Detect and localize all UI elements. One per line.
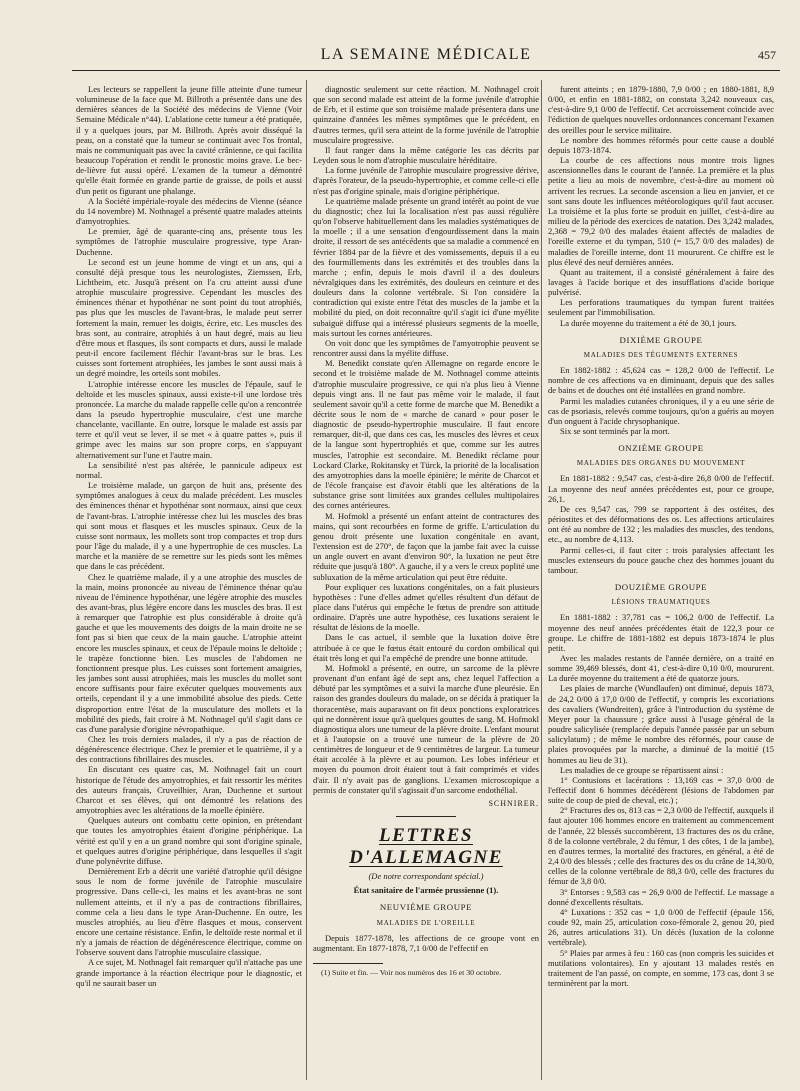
paragraph: Le premier, âgé de quarante-cinq ans, présente tous les symptômes de l'atrophie musculaire progressive, type Aran-Duchenne. (76, 226, 302, 257)
paragraph: L'atrophie intéresse encore les muscles de l'épaule, sauf le deltoïde et les muscles spinaux, aussi existe-t-il une lordose très prononcée. La marche du malade rappelle celle qu'on a rencontrée dans la pseudo hypertrophie musculaire, c'est une marche chancelante, vacillante. En outre, lorsque le malade est assis par terre et qu'il veut se lever, il se met « à quatre pattes », puis il grimpe avec les mains sur son propre corps, en s'appuyant alternativement sur l'une et l'autre main. (76, 378, 302, 460)
paragraph: Dans le cas actuel, il semble que la luxation doive être attribuée à ce que le fœtus était entouré du cordon ombilical qui était très long et qui l'a empêché de prendre une bonne attitude. (313, 632, 539, 663)
paragraph: La courbe de ces affections nous montre trois lignes ascensionnelles dans le courant de l'année. La première et la plus petite a lieu au mois de novembre, c'est-à-dire au moment où arrivent les recrues. La seconde ascension a lieu en janvier, et ce sont sans doute les influences météorologiques qu'il faut accuser. La troisième et la plus forte se produit en juillet, c'est-à-dire au milieu de la période des exercices de natation. Des 3,242 malades, 2,368 = 79,2 0/0 des malades étaient affectés de maladies de l'oreille externe et du tympan, 510 (= 15,7 0/0 des malades) de maladies de l'oreille interne, dont 11 moururent. Ce chiffre est le plus élevé des neuf dernières années. (548, 155, 774, 267)
paragraph: La sensibilité n'est pas altérée, le pannicule adipeux est normal. (76, 459, 302, 480)
group-subheading: MALADIES DE L'OREILLE (376, 918, 476, 927)
paragraph: Les lecteurs se rappellent la jeune fille atteinte d'une tumeur volumineuse de la face que M. Billroth a présentée dans une des dernières séances de la Société des médecins de Vienne (Voir Semaine Médicale n°44). L'ablatione cette tumeur a été pratiquée, il y a quelques jours, par M. Billroth. Après avoir disséqué la peau, on a constaté que la tumeur se continuait avec l'os frontal, mais ne communiquait pas avec la cavité crânienne, ce qui facilita beaucoup l'opération et rendit le pronostic moins grave. Le bec-de-lièvre fut aussi opéré. L'examen de la tumeur a démontré qu'elle était formée en grande partie de graisse, de poils et aussi d'un petit os figurant une phalange. (76, 84, 302, 196)
group-subheading: MALADIES DES TÉGUMENTS EXTERNES (583, 350, 739, 359)
column-1 (76, 84, 302, 1080)
paragraph: Le troisième malade, un garçon de huit ans, présente des symptômes analogues à ceux du malade précédent. Les muscles des éminences thénar et hypothénar sont normaux, ainsi que ceux de l'avant-bras. L'atrophie intéresse chez lui les muscles des bras qui sont mous et flasques et les muscles spinaux. Ceux de la cuisse sont normaux, les mollets sont trop compactes et trop durs pour l'âge du malade, il y a une hypertrophie de ces muscles. La marche et la manière de se remettre sur les pieds sont les mêmes que dans le cas précédent. (76, 480, 302, 572)
paragraph: diagnostic seulement sur cette réaction. M. Nothnagel croit que son second malade est atteint de la forme juvénile d'atrophie de Erb, et il estime que son troisième malade présentera dans une quinzaine d'années les mêmes symptômes que le précédent, en d'autres termes, qu'il sera atteint de la forme juvénile de l'atrophie musculaire progressive. (313, 84, 539, 145)
author-signature: SCHNIRER. (488, 798, 539, 808)
paragraph: En discutant ces quatre cas, M. Nothnagel fait un court historique de l'étude des amyotrophies, et fait ressortir les mérites des auteurs français, Cruveilhier, Aran, Duchenne et surtout Charcot et ses élèves, qui ont démontré les relations des amyotrophies avec les altérations de la moelle épinière. (76, 764, 302, 816)
paragraph: De ces 9,547 cas, 799 se rapportent à des ostéites, des périostites et des déformations des os. Les affections articulaires ont été au nombre de 132 ; les maladies des muscles, des tendons, etc., au nombre de 4,113. (548, 503, 774, 545)
paragraph: Avec les malades restants de l'année dernière, on a traité en somme 39,469 blessés, dont 41, c'est-à-dire 0,10 0/0, moururent. La durée moyenne du traitement a été de quatorze jours. (548, 652, 774, 684)
running-header (72, 44, 780, 71)
group-heading: DOUZIÈME GROUPE (614, 582, 708, 593)
paragraph: 2° Fractures des os, 813 cas = 2,3 0/00 de l'effectif, auxquels il faut ajouter 106 hommes encore en traitement au commencement de l'année, 22 blessés succombèrent, 13 fractures des os du crâne, 8 de la colonne vertébrale, 2 du fémur, 1 des côtes, 1 de la jambe), en d'autres termes, la mortalité des fractures, en général, a été de 2,4 0/0 des blessés ; celle des fractures des os du crâne de 14,30/0, celles de la colonne vertébrale de 88,3 0/0, celle des fractures du fémur de 3,8 0/0. (548, 805, 774, 887)
paragraph: Parmi celles-ci, il faut citer : trois paralysies affectant les muscles extenseurs du pouce gauche chez des hommes jouant du tambour. (548, 544, 774, 575)
article-heading: État sanitaire de l'armée prussienne (1). (353, 885, 499, 896)
paragraph: M. Benedikt constate qu'en Allemagne on regarde encore le second et le troisième malade de M. Nothnagel comme atteints d'atrophie musculaire progressive, ce qui n'a plus lieu à Vienne depuis vingt ans. Il ne faut pas même voir le malade, il faut seulement savoir qu'il a cette forme de marche que M. Benedikt a décrite sous le nom de « marche de canard » pour poser le diagnostic de pseudo-hypertrophie musculaire. Il faut encore remarquer, dit-il, que dans ces cas, les muscles des lèvres et ceux de la langue sont hypertrophiés et que, comme sur les autres muscles, l'atrophie est secondaire. M. Benedikt réclame pour Lockard Clarke, Rokitansky et Türck, la priorité de la localisation des amyotrophies dans la moelle épinière; le mérite de Charcot et de l'école française est d'avoir établi que les altérations de la substance grise sont limitées aux grandes cellules multipolaires des cornes antérieures. (313, 358, 539, 511)
paragraph: La durée moyenne du traitement a été de 30,1 jours. (560, 317, 737, 328)
paragraph: Chez le quatrième malade, il y a une atrophie des muscles de la main, moins prononcée au niveau de l'éminence thénar qu'au niveau de l'éminence hypothénar, une légère atrophie des muscles des avant-bras, plus légère encore dans les muscles des bras. Il est à remarquer que l'atrophie est plus considérable à droite qu'à gauche et que les mouvements des doigts de la main droite ne se font pas si bien que ceux de la main gauche. L'atrophie atteint encore les muscles spinaux, et ceux de l'épaule moins le deltoïde ; le trapèze fonctionne bien. Les muscles de l'abdomen ne fonctionnent presque plus. Les cuisses sont fortement amaigries, les jambes sont aussi atrophiées, mais les muscles du mollet sont encore suffisants pour faire exécuter quelques mouvements aux orteils, cependant il y a une immobilité absolue des pieds. Cette disproportion entre l'état de la musculature des mollets et la mobilité des pieds, fait croire à M. Nothnagel qu'il s'agit dans ce cas d'une paralysie d'origine névropathique. (76, 571, 302, 734)
paragraph: Les maladies de ce groupe se répartissent ainsi : (560, 764, 724, 775)
section-subtitle: (De notre correspondant spécial.) (368, 871, 484, 882)
paragraph: Depuis 1877-1878, les affections de ce groupe vont en augmentant. En 1877-1878, 7,1 0/00 de l'effectif en (313, 932, 539, 953)
paragraph: On voit donc que les symptômes de l'amyotrophie peuvent se rencontrer aussi dans la myélite diffuse. (313, 337, 539, 359)
paragraph: Quelques auteurs ont combattu cette opinion, en prétendant que toutes les amyotrophies étaient d'origine périphérique. La vérité est qu'il y en a un grand nombre qui sont d'origine spinale, et quelques autres d'origine périphérique, dans lesquelles il s'agit d'une polynévrite diffuse. (76, 815, 302, 866)
paragraph: Les perforations traumatiques du tympan furent traitées seulement par l'immobilisation. (548, 297, 774, 318)
paragraph: Six se sont terminés par la mort. (560, 426, 670, 436)
paragraph: furent atteints ; en 1879-1880, 7,9 0/00 ; en 1880-1881, 8,9 0/00, et enfin en 1881-1882, on constata 3,242 nouveaux cas, c'est-à-dire 9,1 0/00 de l'effectif. Cet accroissement coïncide avec l'édiction de quelques nouvelles ordonnances concernant l'examen des oreilles pour le service militaire. (548, 84, 774, 135)
group-heading: NEUVIÈME GROUPE (379, 902, 473, 913)
group-subheading: MALADIES DES ORGANES DU MOUVEMENT (576, 459, 746, 468)
page-number: 457 (758, 48, 776, 62)
section-title: LETTRES D'ALLEMAGNE (349, 825, 503, 869)
group-heading: DIXIÈME GROUPE (619, 334, 703, 345)
journal-title: LA SEMAINE MÉDICALE (320, 46, 532, 63)
paragraph: Le quatrième malade présente un grand intérêt au point de vue du diagnostic; chez lui la localisation n'est pas aussi régulière qu'on l'observe habituellement dans les maladies systématiques de la moelle ; il a une sensation d'engourdissement dans la main droite, il ressort de ses antécédents que sa maladie a commencé en février 1884 par de la fièvre et des vomissements, depuis il a eu des fourmillements dans les extrémités et des troubles dans la marche ; enfin, depuis le mois d'avril il a des douleurs névralgiques dans les extrémités, des douleurs en ceinture et des douleurs dans la colonne vertébrale. Si l'on considère la contradiction qui existe entre l'état des muscles de la jambe et la mobilité du pied, on doit reconnaître qu'il s'agit ici d'une myélite subaiguë diffuse qui a intéressé plusieurs segments de la moelle, mais surtout les cornes antérieures. (313, 195, 539, 338)
paragraph: 4° Luxations : 352 cas = 1,0 0/00 de l'effectif (épaule 156, coude 92, main 25, articulation coxo-fémorale 2, genou 20, pied 26, autres articulations 31). Un décès (luxation de la colonne vertébrale). (548, 906, 774, 948)
paragraph: A la Société impériale-royale des médecins de Vienne (séance du 14 novembre) M. Nothnagel a présenté quatre malades atteints d'amyotrophies. (76, 195, 302, 227)
paragraph: En 1882-1882 : 45,624 cas = 128,2 0/00 de l'effectif. Le nombre de ces affections va en diminuant, depuis que des salles de bains et de douches ont été installées en grand nombre. (548, 365, 774, 396)
paragraph: Le nombre des hommes réformés pour cette cause a doublé depuis 1873-1874. (548, 134, 774, 155)
paragraph: En 1881-1882 : 9,547 cas, c'est-à-dire 26,8 0/00 de l'effectif. La moyenne des neuf années précédentes est, pour ce groupe, 26,1. (548, 473, 774, 504)
paragraph: A ce sujet, M. Nothnagel fait remarquer qu'il n'attache pas une grande importance à la réaction électrique pour le diagnostic, et qu'il ne saurait baser un (76, 957, 302, 988)
paragraph: 5° Plaies par armes à feu : 160 cas (non compris les suicides et mutilations volontaires). En y ajoutant 13 malades restés en traitement de l'an passé, on compte, en somme, 173 cas, dont 3 se terminèrent par la mort. (548, 947, 774, 988)
paragraph: 1° Contusions et lacérations : 13,169 cas = 37,0 0/00 de l'effectif dont 6 hommes décédèrent (lésions de l'abdomen par suite de coup de pied de cheval, etc.) ; (548, 774, 774, 806)
column-divider (306, 80, 307, 1080)
section-separator (396, 816, 456, 817)
group-heading: ONZIÈME GROUPE (618, 443, 704, 454)
footnote-rule (313, 963, 383, 964)
paragraph: Parmi les maladies cutanées chroniques, il y a eu une série de cas de psoriasis, relevés comme toujours, qu'on a guéris au moyen d'un onguent à l'acide chrysophanique. (548, 395, 774, 426)
paragraph: Il faut ranger dans la même catégorie les cas décrits par Leyden sous le nom d'atrophie musculaire héréditaire. (313, 144, 539, 166)
column-3 (548, 84, 774, 1080)
paragraph: En 1881-1882 : 37,781 cas = 106,2 0/00 de l'effectif. La moyenne des neuf années précédentes était de 122,3 pour ce groupe. Le chiffre de 1881-1882 est depuis 1873-1874 le plus petit. (548, 612, 774, 653)
footnote: (1) Suite et fin. — Voir nos numéros des 16 et 30 octobre. (321, 968, 502, 978)
paragraph: M. Hofmokl a présenté, en outre, un sarcome de la plèvre provenant d'un enfant âgé de sept ans, chez lequel l'affection a débuté par les symptômes et a suivi la marche d'une pleurésie. En raison des grandes douleurs du malade, on se décida à pratiquer la thoracentèse, mais auparavant on fit deux ponctions exploratrices qui ne donnèrent issue qu'à quelques gouttes de sang. M. Hofmokl diagnostiqua alors une tumeur de la plèvre droite. L'enfant mourut et à l'autopsie on a trouvé une tumeur de la plèvre de 20 centimètres de longueur et de 9 centimètres de largeur. La tumeur était accolée à la plèvre et au poumon. Les lobes inférieur et moyen du poumon droit étaient tout à fait comprimés et vides d'air. Il n'y avait pas de ganglions. L'examen microscopique a permis de constater qu'il s'agissait d'un sarcome endothélial. (313, 662, 539, 795)
paragraph: Les plaies de marche (Wundlaufen) ont diminué, depuis 1873, de 24,2 0/00 à 17,0 0/00 de l'effectif, y compris les excoriations des cavaliers (Wundreiten), grâce à l'introduction du système de Meyer pour la chaussure ; grâce aussi à l'usage général de la poudre salicylisée (remplacée depuis l'année passée par un sebum salicylatum) ; de même le nombre des réformés, pour cause de plaies provoquées par la marche, a diminué de la moitié (15 hommes au lieu de 31). (548, 683, 774, 765)
paragraph: M. Hofmokl a présenté un enfant atteint de contractures des mains, qui sont recourbées en forme de griffe. L'articulation du genou droit présente une luxation congénitale en avant, l'extension est de 270°, de façon que la jambe fait avec la cuisse un angle ouvert en avant d'environ 90°, la luxation ne peut être réduite que jusqu'à 180°. A gauche, il y a vers le creux poplité une subluxation de la même articulation qui peut être réduite. (313, 510, 539, 582)
paragraph: La forme juvénile de l'atrophie musculaire progressive dérive, d'après l'orateur, de la pseudo-hypertrophie, et comme celle-ci elle n'est pas d'origine spinale, mais d'origine périphérique. (313, 165, 539, 196)
paragraph: 3° Entorses : 9,583 cas = 26,9 0/00 de l'effectif. Le massage a donné d'excellents résultats. (548, 886, 774, 907)
paragraph: Dernièrement Erb a décrit une variété d'atrophie qu'il désigne sous le nom de forme juvénile de l'atrophie musculaire progressive. Dans celle-ci, les mains et les avant-bras ne sont nullement atteints, et il n'y a pas de contractions fibrillaires, comme cela a lieu dans le type Aran-Duchenne. En outre, les muscles atrophiés, au lieu d'être flasques et mous, conservent encore une certaine résistance. Enfin, le deltoïde reste normal et il n'y a jamais de réaction de dégénérescence électrique, comme on l'observe souvent dans l'atrophie musculaire classique. (76, 866, 302, 958)
paragraph: Pour expliquer ces luxations congénitales, on a fait plusieurs hypothèses : l'une d'elles admet qu'elles résultent d'un défaut de place dans l'utérus qui empêche le fœtus de prendre son attitude ordinaire. D'après une autre hypothèse, ces luxations seraient le résultat de lésions de la moelle. (313, 581, 539, 633)
paragraph: Le second est un jeune homme de vingt et un ans, qui a consulté déjà presque tous les neurologistes, Ziemssen, Erb, Lichtheim, etc. Jusqu'à présent on l'a cru atteint aussi d'une atrophie musculaire progressive. Cependant les muscles des éminences thénar et hypothénar ne sont point du tout atrophiés, pas plus que les muscles de l'avant-bras, le malade peut serrer fortement la main, remuer les doigts, écrire, etc. Les muscles des bras sont, au contraire, atrophiés à un haut degré, mais au lieu d'être mous et flasques, ils sont compacts et durs, aussi le malade peut-il encore facilement fléchir l'avant-bras sur le bras. Les cuisses sont fortement atrophiées, les jambes le sont aussi mais à un degré moindre, les orteils sont mobiles. (76, 256, 302, 379)
paragraph: Quant au traitement, il a consisté généralement à faire des lavages à l'acide borique et des insufflations d'acide borique pulvérisé. (548, 266, 774, 298)
group-subheading: LÉSIONS TRAUMATIQUES (611, 598, 711, 607)
column-divider (541, 80, 542, 1080)
paragraph: Chez les trois derniers malades, il n'y a pas de réaction de dégénérescence électrique. Chez le premier et le quatrième, il y a des contractions fibrillaires des muscles. (76, 734, 302, 765)
column-2 (313, 84, 539, 1080)
